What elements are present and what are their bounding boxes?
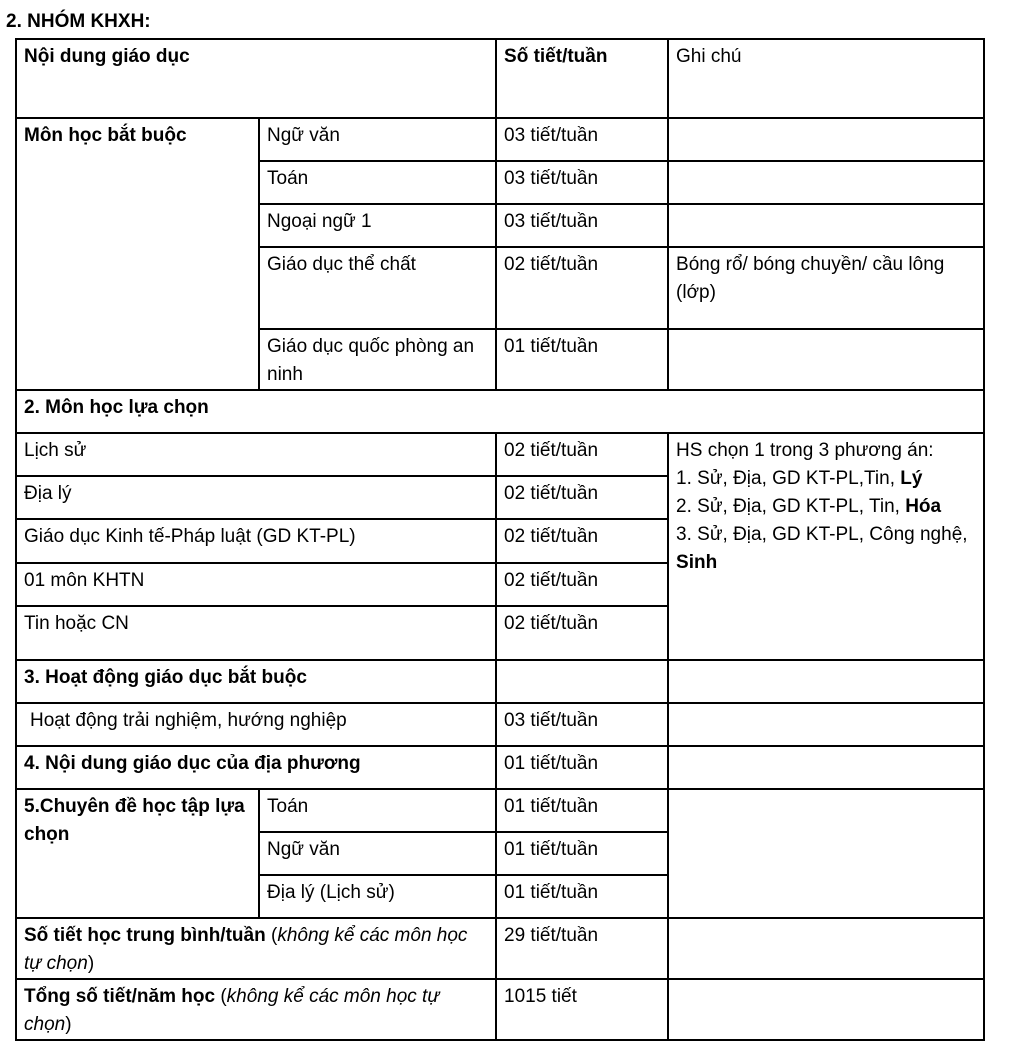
elective-option-3 [676, 521, 977, 577]
subject-cell: Ngoại ngữ 1 [259, 204, 496, 247]
note-cell [668, 703, 984, 746]
note-cell: Bóng rổ/ bóng chuyền/ cầu lông (lớp) [668, 247, 984, 329]
table-header-row [16, 39, 984, 118]
header-content: Nội dung giáo dục [16, 39, 496, 118]
note-cell [668, 161, 984, 204]
paren-open: ( [215, 986, 227, 1007]
subject-cell: Ngữ văn [259, 118, 496, 161]
paren-close: ) [65, 1014, 72, 1035]
note-cell [668, 329, 984, 390]
avg-label-italic: không kể các môn học tự chọn [24, 925, 468, 974]
periods-cell: 02 tiết/tuần [496, 433, 668, 476]
periods-cell: 03 tiết/tuần [496, 118, 668, 161]
section-heading: 2. NHÓM KHXH: [6, 11, 151, 32]
subject-cell: Giáo dục quốc phòng an ninh [259, 329, 496, 390]
header-periods: Số tiết/tuần [496, 39, 668, 118]
note-cell [668, 789, 984, 918]
periods-cell: 02 tiết/tuần [496, 476, 668, 519]
elective-option-2 [676, 493, 977, 521]
periods-cell: 03 tiết/tuần [496, 204, 668, 247]
periods-cell: 01 tiết/tuần [496, 875, 668, 918]
table-row [16, 703, 984, 746]
avg-value: 29 tiết/tuần [496, 918, 668, 979]
option-text: 3. Sử, Địa, GD KT-PL, Công nghệ, [676, 524, 968, 545]
periods-cell: 02 tiết/tuần [496, 247, 668, 329]
total-label [16, 979, 496, 1040]
subject-cell: Địa lý [16, 476, 496, 519]
periods-cell [496, 660, 668, 703]
activities-title: 3. Hoạt động giáo dục bắt buộc [16, 660, 496, 703]
note-cell [668, 204, 984, 247]
total-label-bold: Tổng số tiết/năm học [24, 986, 216, 1007]
periods-cell: 02 tiết/tuần [496, 563, 668, 606]
note-cell [668, 918, 984, 979]
subject-cell: 01 môn KHTN [16, 563, 496, 606]
topics-label: 5.Chuyên đề học tập lựa chọn [16, 789, 259, 918]
table-row [16, 118, 984, 161]
note-cell [668, 118, 984, 161]
periods-cell: 03 tiết/tuần [496, 703, 668, 746]
section-row [16, 660, 984, 703]
periods-cell: 03 tiết/tuần [496, 161, 668, 204]
avg-label-bold: Số tiết học trung bình/tuần [24, 925, 266, 946]
header-note: Ghi chú [668, 39, 984, 118]
option-text: 1. Sử, Địa, GD KT-PL,Tin, [676, 468, 901, 489]
table-row [16, 433, 984, 476]
periods-cell: 02 tiết/tuần [496, 519, 668, 563]
elective-note-intro: HS chọn 1 trong 3 phương án: [676, 440, 934, 461]
subject-cell: Địa lý (Lịch sử) [259, 875, 496, 918]
section-row [16, 746, 984, 789]
periods-cell: 01 tiết/tuần [496, 789, 668, 832]
local-title: 4. Nội dung giáo dục của địa phương [16, 746, 496, 789]
subject-cell: Toán [259, 789, 496, 832]
option-subject: Sinh [676, 552, 718, 573]
mandatory-label: Môn học bắt buộc [16, 118, 259, 390]
subject-cell: Toán [259, 161, 496, 204]
subject-cell: Giáo dục Kinh tế-Pháp luật (GD KT-PL) [16, 519, 496, 563]
avg-label [16, 918, 496, 979]
subject-cell: Giáo dục thể chất [259, 247, 496, 329]
section-row [16, 390, 984, 433]
elective-option-1 [676, 465, 977, 493]
table-row [16, 789, 984, 832]
periods-cell: 01 tiết/tuần [496, 832, 668, 875]
subject-cell: Hoạt động trải nghiệm, hướng nghiệp [16, 703, 496, 746]
note-cell [668, 660, 984, 703]
paren-close: ) [87, 953, 95, 974]
subject-cell: Lịch sử [16, 433, 496, 476]
note-cell [668, 979, 984, 1040]
curriculum-table [15, 38, 985, 1041]
elective-title: 2. Môn học lựa chọn [16, 390, 984, 433]
total-value: 1015 tiết [496, 979, 668, 1040]
subject-cell: Ngữ văn [259, 832, 496, 875]
option-subject: Hóa [905, 496, 942, 517]
periods-cell: 02 tiết/tuần [496, 606, 668, 660]
paren-open: ( [265, 925, 278, 946]
subject-cell: Tin hoặc CN [16, 606, 496, 660]
option-subject: Lý [900, 468, 923, 489]
periods-cell: 01 tiết/tuần [496, 746, 668, 789]
summary-row [16, 918, 984, 979]
periods-cell: 01 tiết/tuần [496, 329, 668, 390]
note-cell [668, 746, 984, 789]
elective-note [668, 433, 984, 660]
option-text: 2. Sử, Địa, GD KT-PL, Tin, [676, 496, 906, 517]
total-label-italic: không kể các môn học tự chọn [24, 986, 440, 1035]
summary-row [16, 979, 984, 1040]
